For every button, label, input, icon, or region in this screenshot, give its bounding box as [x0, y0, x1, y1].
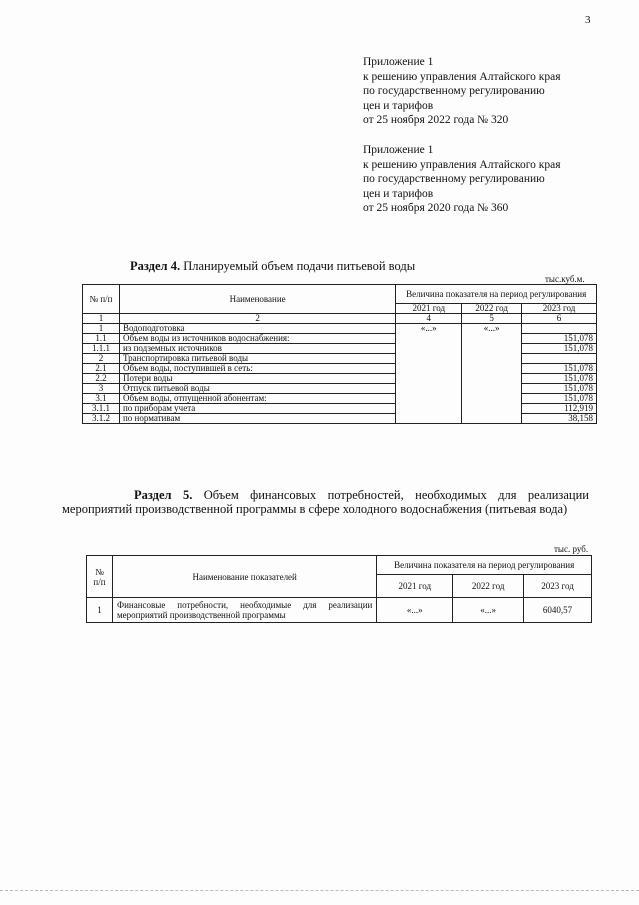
row-name: Объем воды, отпущенной абонентам: — [119, 394, 395, 404]
row-num: 2.1 — [83, 364, 120, 374]
row-value-2022: «...» — [453, 598, 524, 623]
table-header-row — [83, 285, 597, 304]
section4-unit: тыс.куб.м. — [545, 274, 585, 284]
value-2021-placeholder: «...» — [396, 324, 462, 424]
header-name: Наименование — [119, 285, 395, 314]
row-name: Финансовые потребности, необходимые для реализации мероприятий производственной программы — [112, 598, 376, 623]
appendix-line: цен и тарифов — [363, 99, 434, 112]
colnum-5: 5 — [462, 314, 522, 324]
row-name: по нормативам — [119, 414, 395, 424]
header-num: № п/п — [83, 285, 120, 314]
section4-title-bold: Раздел 4. — [130, 259, 181, 273]
header-num: № п/п — [87, 556, 113, 598]
row-num: 2.2 — [83, 374, 120, 384]
row-num: 1.1.1 — [83, 344, 120, 354]
appendix-line: от 25 ноября 2020 года № 360 — [363, 202, 509, 214]
row-num: 3.1 — [83, 394, 120, 404]
scan-edge-divider — [0, 890, 639, 891]
section5-table — [86, 555, 592, 623]
row-num: 3.1.1 — [83, 404, 120, 414]
colnum-6: 6 — [522, 314, 597, 324]
section4-table — [82, 284, 597, 424]
header-year-2021: 2021 год — [396, 304, 462, 314]
row-value-2023 — [522, 354, 597, 364]
appendix-line: Приложение 1 — [363, 144, 434, 156]
appendix-line: от 25 ноября 2022 года № 320 — [363, 114, 509, 126]
header-year-2023: 2023 год — [522, 304, 597, 314]
table-header-row — [87, 556, 592, 575]
appendix-block-current — [363, 55, 561, 128]
row-value-2023: 151,078 — [522, 334, 597, 344]
row-num: 1 — [87, 598, 113, 623]
table-colnum-row — [83, 314, 597, 324]
appendix-block-previous — [363, 143, 561, 216]
section5-unit: тыс. руб. — [554, 544, 589, 554]
appendix-line: по государственному регулированию — [363, 173, 545, 185]
page-number: 3 — [585, 14, 591, 26]
table-row — [83, 324, 597, 334]
row-num: 2 — [83, 354, 120, 364]
table-row — [87, 598, 592, 623]
row-name: из подземных источников — [119, 344, 395, 354]
appendix-line: по государственному регулированию — [363, 85, 545, 97]
section5-title — [62, 488, 589, 516]
row-value-2021: «...» — [377, 598, 453, 623]
row-name: Потери воды — [119, 374, 395, 384]
row-name: Транспортировка питьевой воды — [119, 354, 395, 364]
row-value-2023: 151,078 — [522, 344, 597, 354]
row-name: Водоподготовка — [119, 324, 395, 334]
row-num: 3.1.2 — [83, 414, 120, 424]
row-num: 1.1 — [83, 334, 120, 344]
section5-title-text: Объем финансовых потребностей, необходимых для реализации мероприятий производственной программы в сфере холодного водоснабжения (питьевая вода) — [62, 488, 589, 516]
header-year-2023: 2023 год — [524, 575, 592, 598]
colnum-1: 1 — [83, 314, 120, 324]
section4-title-text: Планируемый объем подачи питьевой воды — [180, 259, 416, 273]
colnum-4: 4 — [396, 314, 462, 324]
row-num: 3 — [83, 384, 120, 394]
row-value-2023 — [522, 324, 597, 334]
appendix-line: к решению управления Алтайского края — [363, 70, 561, 83]
section5-title-bold: Раздел 5. — [134, 488, 193, 502]
row-value-2023: 151,078 — [522, 374, 597, 384]
header-year-2022: 2022 год — [462, 304, 522, 314]
header-value-group: Величина показателя на период регулирования — [396, 285, 597, 304]
row-name: по приборам учета — [119, 404, 395, 414]
appendix-line: к решению управления Алтайского края — [363, 158, 561, 171]
header-year-2022: 2022 год — [453, 575, 524, 598]
row-name: Объем воды, поступившей в сеть: — [119, 364, 395, 374]
header-value-group: Величина показателя на период регулирования — [377, 556, 592, 575]
header-year-2021: 2021 год — [377, 575, 453, 598]
row-value-2023: 151,078 — [522, 384, 597, 394]
row-value-2023: 151,078 — [522, 394, 597, 404]
row-name: Объем воды из источников водоснабжения: — [119, 334, 395, 344]
header-name: Наименование показателей — [112, 556, 376, 598]
appendix-line: цен и тарифов — [363, 187, 434, 200]
colnum-2: 2 — [119, 314, 395, 324]
section4-title — [130, 259, 415, 274]
row-value-2023: 38,158 — [522, 414, 597, 424]
row-name: Отпуск питьевой воды — [119, 384, 395, 394]
row-value-2023: 151,078 — [522, 364, 597, 374]
row-value-2023: 112,919 — [522, 404, 597, 414]
appendix-line: Приложение 1 — [363, 56, 434, 68]
value-2022-placeholder: «...» — [462, 324, 522, 424]
row-num: 1 — [83, 324, 120, 334]
row-value-2023: 6040,57 — [524, 598, 592, 623]
